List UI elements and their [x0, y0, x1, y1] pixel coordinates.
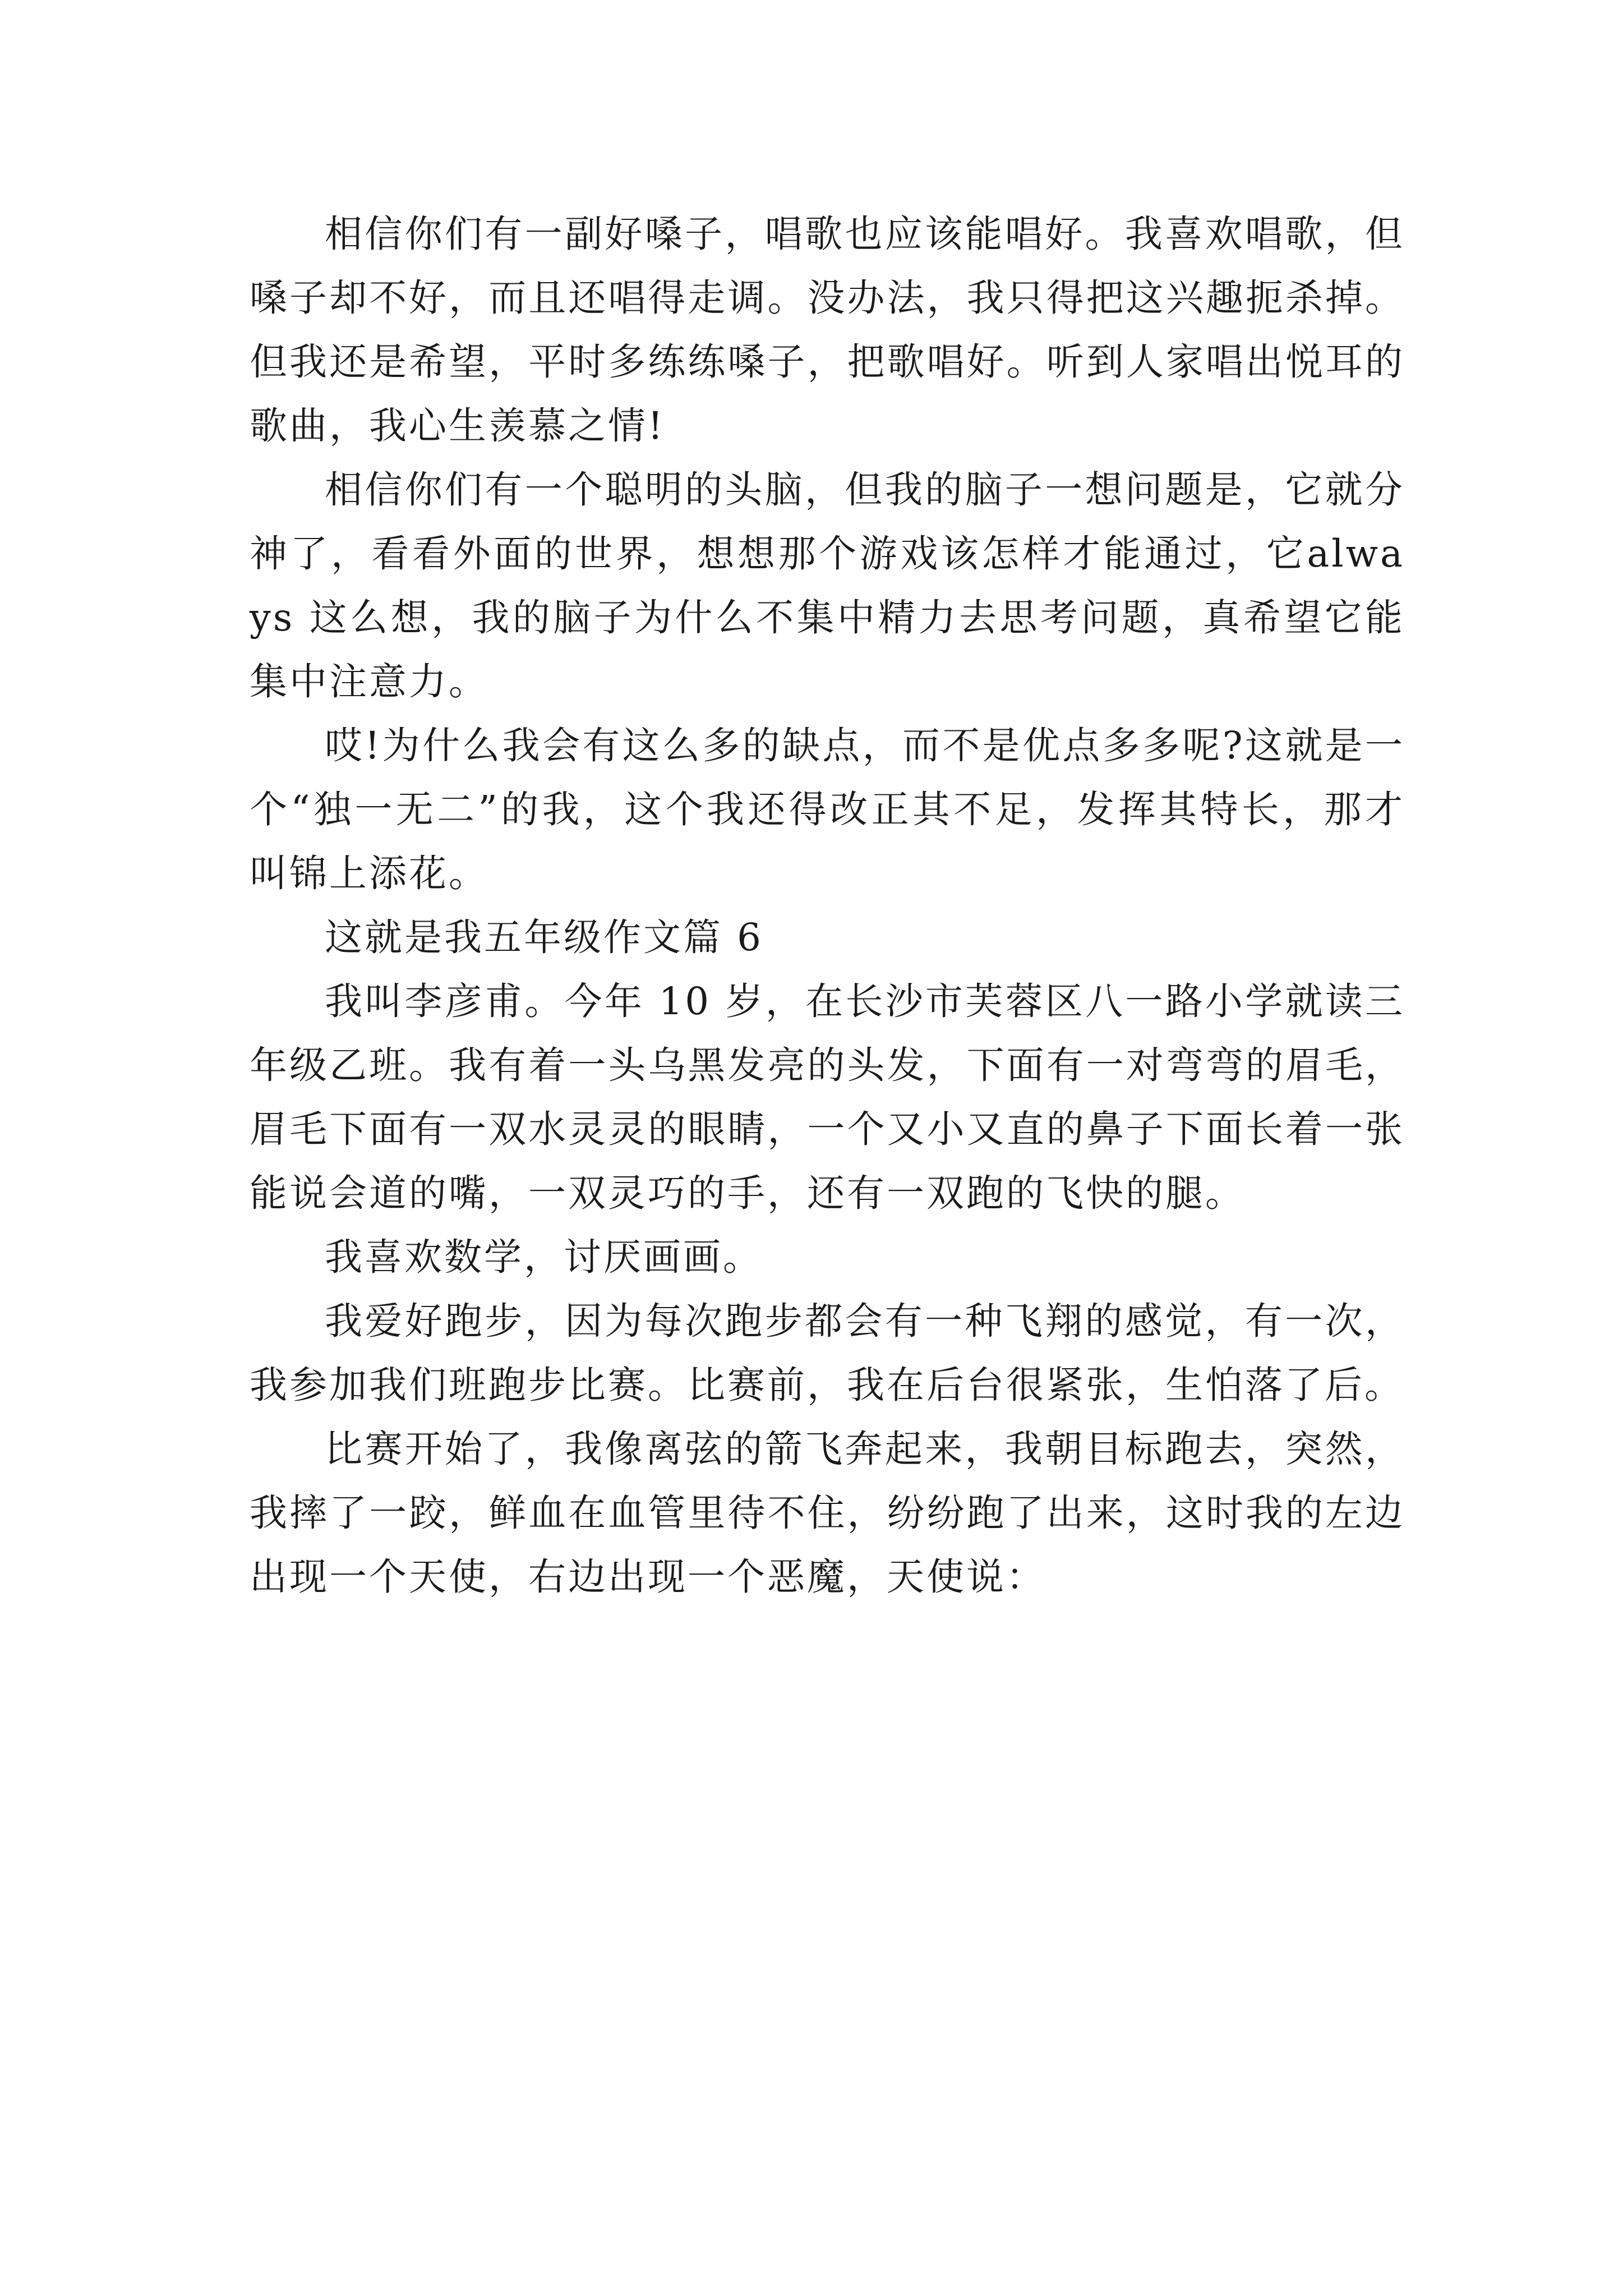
- paragraph-race: 比赛开始了，我像离弦的箭飞奔起来，我朝目标跑去，突然，我摔了一跤，鲜血在血管里待不住，纷纷跑了出来，这时我的左边出现一个天使，右边出现一个恶魔，天使说：: [250, 1427, 1405, 1599]
- section-heading: 这就是我五年级作文篇 6: [325, 915, 763, 959]
- paragraph-brain: 相信你们有一个聪明的头脑，但我的脑子一想问题是，它就分神了，看看外面的世界，想想那个游戏该怎样才能通过，它always 这么想，我的脑子为什么不集中精力去思考问题，真希望它能集中注意力。: [250, 468, 1405, 703]
- paragraph-singing: 相信你们有一副好嗓子，唱歌也应该能唱好。我喜欢唱歌，但嗓子却不好，而且还唱得走调。没办法，我只得把这兴趣扼杀掉。但我还是希望，平时多练练嗓子，把歌唱好。听到人家唱出悦耳的歌曲，我心生羡慕之情!: [250, 212, 1405, 448]
- document-body: [250, 202, 1405, 1609]
- paragraph-likes: 我喜欢数学，讨厌画画。: [325, 1235, 763, 1279]
- paragraph-self-introduction: 我叫李彦甫。今年 10 岁，在长沙市芙蓉区八一路小学就读三年级乙班。我有着一头乌黑发亮的头发，下面有一对弯弯的眉毛，眉毛下面有一双水灵灵的眼睛，一个又小又直的鼻子下面长着一张能说会道的嘴，一双灵巧的手，还有一双跑的飞快的腿。: [250, 979, 1405, 1215]
- paragraph-shortcomings: 哎!为什么我会有这么多的缺点，而不是优点多多呢?这就是一个“独一无二”的我，这个我还得改正其不足，发挥其特长，那才叫锦上添花。: [250, 724, 1405, 895]
- paragraph-running: 我爱好跑步，因为每次跑步都会有一种飞翔的感觉，有一次，我参加我们班跑步比赛。比赛前，我在后台很紧张，生怕落了后。: [250, 1299, 1405, 1407]
